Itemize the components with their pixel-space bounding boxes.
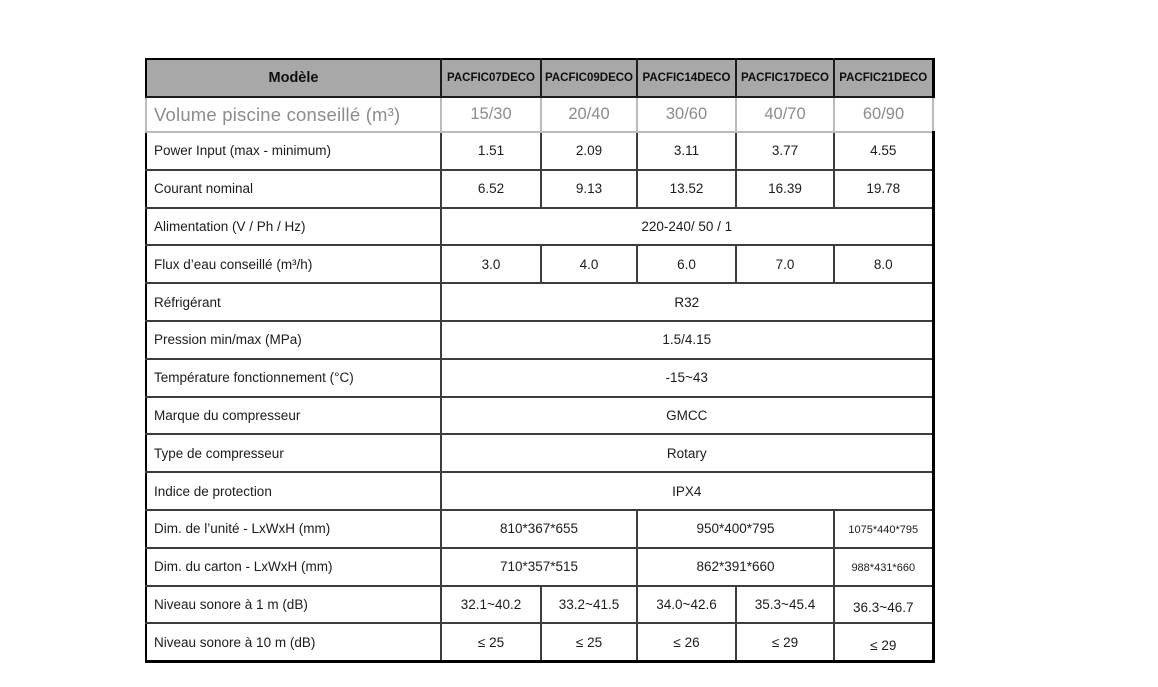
cell-value: 15/30 [441,97,541,132]
table-header-row [146,59,933,97]
row-label: Dim. de l’unité - LxWxH (mm) [146,510,441,548]
cell-value: 35.3~45.4 [736,586,834,624]
cell-value: 6.0 [637,245,736,283]
row-label: Alimentation (V / Ph / Hz) [146,208,441,246]
cell-value: 33.2~41.5 [541,586,637,624]
column-header-model-4: PACFIC17DECO [736,59,834,97]
cell-value: 32.1~40.2 [441,586,541,624]
row-label: Power Input (max - minimum) [146,132,441,170]
table-row [146,548,933,586]
cell-value: 2.09 [541,132,637,170]
cell-value: 60/90 [834,97,933,132]
cell-value: 8.0 [834,245,933,283]
cell-value-span: R32 [441,283,933,321]
cell-value: 988*431*660 [834,548,933,586]
row-label: Courant nominal [146,170,441,208]
table-row [146,434,933,472]
row-label: Pression min/max (MPa) [146,321,441,359]
table-row [146,132,933,170]
cell-value: ≤ 25 [541,623,637,661]
cell-value: 710*357*515 [441,548,637,586]
row-label: Dim. du carton - LxWxH (mm) [146,548,441,586]
cell-value: 30/60 [637,97,736,132]
cell-value: 6.52 [441,170,541,208]
table-row [146,283,933,321]
cell-value: 34.0~42.6 [637,586,736,624]
column-header-model-1: PACFIC07DECO [441,59,541,97]
spec-table [145,58,935,663]
cell-value: 40/70 [736,97,834,132]
cell-value-span: GMCC [441,397,933,435]
cell-value: 1075*440*795 [834,510,933,548]
cell-value: 950*400*795 [637,510,834,548]
row-label: Type de compresseur [146,434,441,472]
table-row [146,359,933,397]
cell-value: 20/40 [541,97,637,132]
column-header-model-5: PACFIC21DECO [834,59,933,97]
table-row [146,623,933,661]
cell-value: 3.0 [441,245,541,283]
table-row [146,472,933,510]
cell-value: 19.78 [834,170,933,208]
cell-value: ≤ 25 [441,623,541,661]
table-row [146,97,933,132]
row-label: Indice de protection [146,472,441,510]
cell-value: 9.13 [541,170,637,208]
table-row [146,586,933,624]
table-row [146,245,933,283]
cell-value: 36.3~46.7 [834,586,933,624]
cell-value-span: Rotary [441,434,933,472]
cell-value: 3.11 [637,132,736,170]
row-label: Flux d’eau conseillé (m³/h) [146,245,441,283]
cell-value: 4.0 [541,245,637,283]
cell-value: 16.39 [736,170,834,208]
table-row [146,208,933,246]
cell-value: ≤ 29 [834,623,933,661]
cell-value: 1.51 [441,132,541,170]
cell-value: 7.0 [736,245,834,283]
cell-value-span: 220-240/ 50 / 1 [441,208,933,246]
cell-value: 3.77 [736,132,834,170]
cell-value-span: 1.5/4.15 [441,321,933,359]
column-header-model-2: PACFIC09DECO [541,59,637,97]
table-row [146,321,933,359]
row-label: Volume piscine conseillé (m³) [146,97,441,132]
table-row [146,510,933,548]
cell-value: ≤ 26 [637,623,736,661]
table-row [146,170,933,208]
cell-value: 810*367*655 [441,510,637,548]
cell-value: 13.52 [637,170,736,208]
row-label: Niveau sonore à 1 m (dB) [146,586,441,624]
table-row [146,397,933,435]
row-label: Marque du compresseur [146,397,441,435]
cell-value: ≤ 29 [736,623,834,661]
column-header-model-3: PACFIC14DECO [637,59,736,97]
row-label: Niveau sonore à 10 m (dB) [146,623,441,661]
cell-value: 862*391*660 [637,548,834,586]
cell-value-span: -15~43 [441,359,933,397]
cell-value: 4.55 [834,132,933,170]
cell-value-span: IPX4 [441,472,933,510]
header-model-label: Modèle [146,59,441,97]
row-label: Température fonctionnement (°C) [146,359,441,397]
row-label: Réfrigérant [146,283,441,321]
